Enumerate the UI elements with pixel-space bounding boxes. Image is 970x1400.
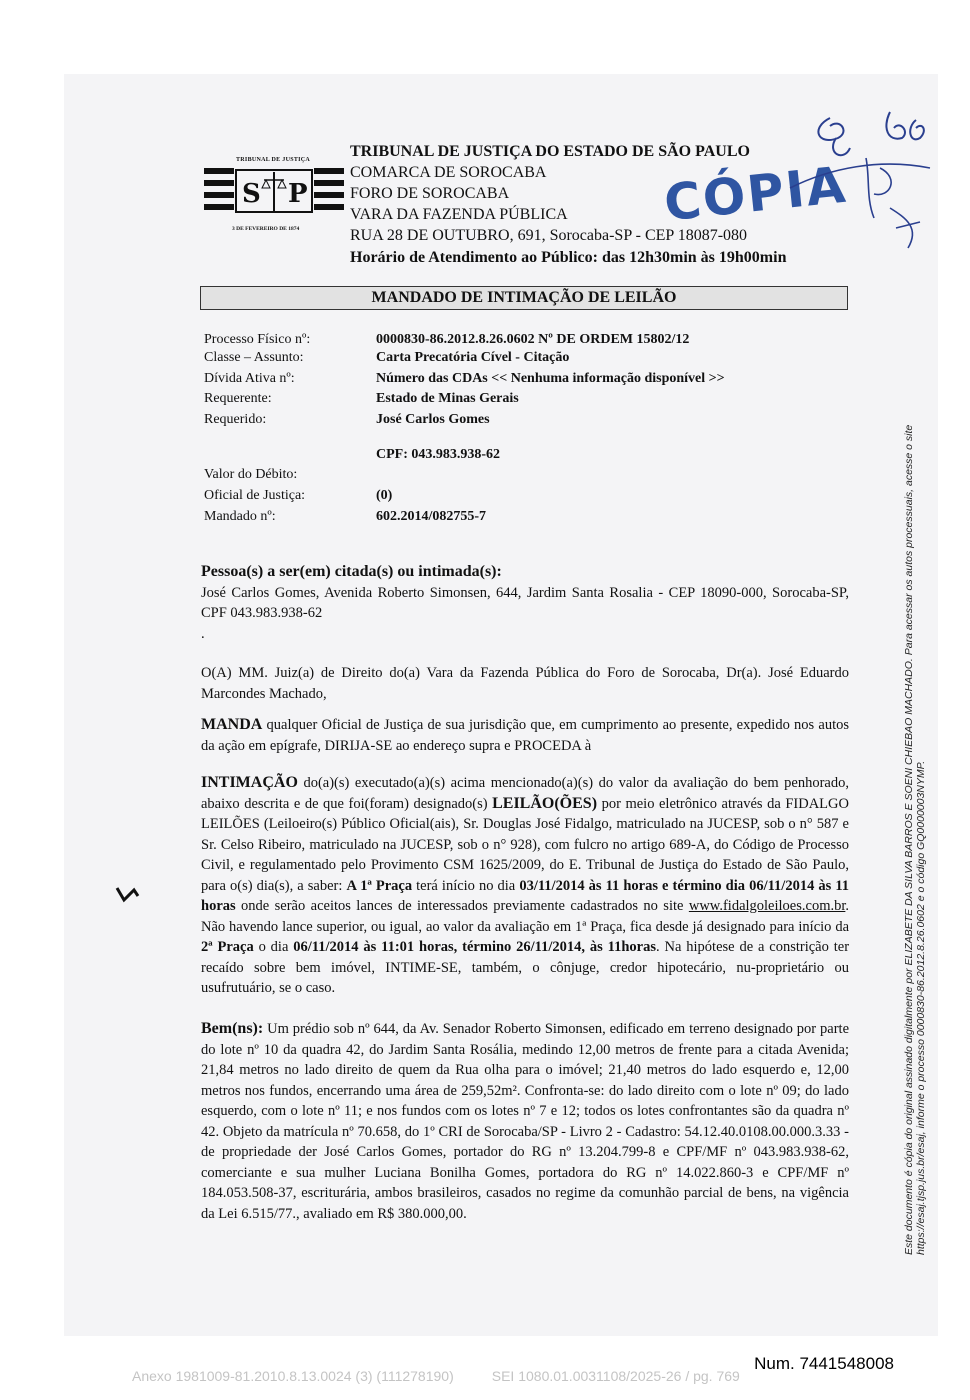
manda-paragraph xyxy=(201,715,849,756)
field-value-mandado: 602.2014/082755-7 xyxy=(376,509,487,524)
footer-right: SEI 1080.01.0031108/2025-26 / pg. 769 xyxy=(491,1368,740,1384)
manda-text: qualquer Oficial de Justiça de sua jurisdição que, em cumprimento ao presente, expedido nos autos da ação em epígrafe, DIRIJA-SE ao endereço supra e PROCEDA à xyxy=(201,717,849,754)
judge-paragraph: O(A) MM. Juiz(a) de Direito do(a) Vara da Fazenda Pública do Foro de Sorocaba, Dr(a). José Eduardo Marcondes Machado, xyxy=(201,665,849,702)
court-address: RUA 28 DE OUTUBRO, 691, Sorocaba-SP - CEP 18087-080 xyxy=(350,227,748,244)
field-label-valor-debito: Valor do Débito: xyxy=(204,467,298,482)
field-label-divida: Dívida Ativa nº: xyxy=(204,371,295,386)
segunda-praca: 2ª Praça xyxy=(201,939,254,955)
auction-site-link[interactable]: www.fidalgoleiloes.com.br xyxy=(688,898,846,914)
persons-dot: . xyxy=(201,625,205,642)
field-label-classe: Classe – Assunto: xyxy=(204,350,304,365)
court-seal-logo xyxy=(200,156,348,226)
segunda-praca-dates: 06/11/2014 às 11:01 horas, término 26/11/2014, às 11horas xyxy=(293,939,656,955)
court-name: TRIBUNAL DE JUSTIÇA DO ESTADO DE SÃO PAULO xyxy=(350,143,750,160)
field-value-classe: Carta Precatória Cível - Citação xyxy=(376,350,570,365)
field-value-oficial: (0) xyxy=(376,488,393,503)
manda-word: MANDA xyxy=(201,716,263,733)
footer xyxy=(132,1368,740,1384)
logo-caption-top: TRIBUNAL DE JUSTIÇA xyxy=(236,157,311,163)
field-value-processo: 0000830-86.2012.8.26.0602 Nº DE ORDEM 15802/12 xyxy=(376,332,690,347)
svg-text:S: S xyxy=(242,179,261,209)
persons-heading: Pessoa(s) a ser(em) citada(s) ou intimada(s): xyxy=(201,563,502,580)
foro: FORO DE SOROCABA xyxy=(350,185,510,202)
signature-note-line-1: Este documento é cópia do original assinado digitalmente por ELIZABETE DA SILVA BARROS E SOENI CHIEBAO MACHADO. Para acessar os autos processuais, acesse o site xyxy=(903,424,915,1255)
intimacao-text-2: por meio eletrônico através da FIDALGO LEILÕES (Leiloeiro(s) Público Oficial(ais), Sr. Douglas José Fidalgo, matriculado na JUCESP, sob o n° 587 e Sr. Celso Ribeiro, matriculado na JUCESP, sob o n° 928), com fulcro no artigo 689-A, do Código de Processo Civil, e regulamentado pelo Provimento CSM 1625/2009, do E. Tribunal de Justiça do Estado de São Paulo, para o(s) dia(s), a saber: xyxy=(201,795,849,894)
leilao-word: LEILÃO(ÕES) xyxy=(492,794,598,812)
intimacao-text-7: . Na hipótese de a constrição ter recaído sobre bem imóvel, INTIME-SE, também, o cônjuge, credor hipotecário, nu-proprietário ou usufrutuário, se o caso. xyxy=(201,939,850,996)
persons-text: José Carlos Gomes, Avenida Roberto Simonsen, 644, Jardim Santa Rosalia - CEP 18090-000, Sorocaba-SP, CPF 043.983.938-62 xyxy=(201,584,849,621)
vara: VARA DA FAZENDA PÚBLICA xyxy=(350,206,568,223)
persons-section xyxy=(201,562,849,644)
field-value-requerente: Estado de Minas Gerais xyxy=(376,391,519,406)
document-title: MANDADO DE INTIMAÇÃO DE LEILÃO xyxy=(200,286,848,310)
intimacao-text-4: onde serão aceitos lances de interessados previamente cadastrados no site xyxy=(235,898,689,914)
margin-mark xyxy=(114,882,144,904)
intimacao-text-6: o dia xyxy=(253,939,294,955)
field-label-requerido: Requerido: xyxy=(204,412,267,427)
field-label-processo: Processo Físico nº: xyxy=(204,332,311,347)
bens-text: Um prédio sob nº 644, da Av. Senador Roberto Simonsen, edificado em terreno designado por parte do lote nº 10 da quadra 42, do Jardim Santa Rosália, medindo 12,00 metros de frente para a citada Avenida; 21,84 metros no lado direito de quem da Rua olha para o imóvel; 21,40 metros do lado esquerdo e, 12,00 metros nos fundos, encerrando uma área de 259,52m². Confronta-se: do lado direito com o lote nº 09; do lado esquerdo, com o lote nº 11; e nos fundos com os lotes nº 7 e 12; todos os lotes confrontantes são da quadra nº 42. Objeto da matrícula nº 70.658, do 1º CRI de Sorocaba/SP - Livro 2 - Cadastro: 54.12.40.0108.00.000.3.33 - de propriedade der José Carlos Gomes, portador do RG nº 13.204.799-8 e CPF/MF nº 043.983.938-62, comerciante e sua mulher Luciana Bonilha Gomes, portadora do RG nº 14.022.860-3 e CPF/MF nº 184.053.508-37, escriturária, ambos brasileiros, casados no regime da comunhão parcial de bens, na vigência da Lei 6.515/77., avaliado em R$ 380.000,00. xyxy=(201,1021,849,1222)
intimacao-text-3: terá início no dia xyxy=(412,877,520,894)
field-label-oficial: Oficial de Justiça: xyxy=(204,488,306,503)
field-value-requerido: José Carlos Gomes xyxy=(376,412,490,427)
signature-note-line-2: https://esaj.tjsp.jus.br/esaj, informe o processo 0000830-86.2012.8.26.0602 e o código GQ0000003NYMP. xyxy=(915,760,927,1255)
footer-left: Anexo 1981009-81.2010.8.13.0024 (3) (111278190) xyxy=(132,1368,454,1384)
intimacao-text-5: . Não havendo lance superior, ou igual, ao valor da avaliação em 1ª Praça, fica desde já designado para início da xyxy=(201,898,849,935)
copy-stamp: CÓPIA xyxy=(661,155,850,233)
field-label-requerente: Requerente: xyxy=(204,391,272,406)
intimacao-paragraph xyxy=(201,773,849,999)
office-hours: Horário de Atendimento ao Público: das 12h30min às 19h00min xyxy=(350,249,787,266)
logo-caption-bottom: 3 DE FEVEREIRO DE 1874 xyxy=(232,226,300,232)
comarca: COMARCA DE SOROCABA xyxy=(350,164,547,181)
bens-paragraph xyxy=(201,1019,849,1224)
handwritten-annotation xyxy=(770,98,940,258)
document-number: Num. 7441548008 xyxy=(754,1354,894,1373)
primeira-praca-dates: 03/11/2014 às 11 horas e término dia 06/11/2014 às 11 horas xyxy=(201,877,850,914)
field-value-cpf: CPF: 043.983.938-62 xyxy=(376,447,501,462)
bens-label: Bem(ns): xyxy=(201,1020,264,1037)
field-label-mandado: Mandado nº: xyxy=(204,509,276,524)
intimacao-text-1: do(a)(s) executado(a)(s) acima mencionado(a)(s) do valor da avaliação do bem penhorado, abaixo descrita e de que foi(foram) designado(s) xyxy=(201,775,849,812)
digital-signature-note xyxy=(903,425,927,1255)
intimacao-word: INTIMAÇÃO xyxy=(201,774,298,791)
primeira-praca: A 1ª Praça xyxy=(346,877,413,894)
svg-text:P: P xyxy=(288,179,308,209)
field-value-divida: Número das CDAs << Nenhuma informação disponível >> xyxy=(376,371,725,386)
